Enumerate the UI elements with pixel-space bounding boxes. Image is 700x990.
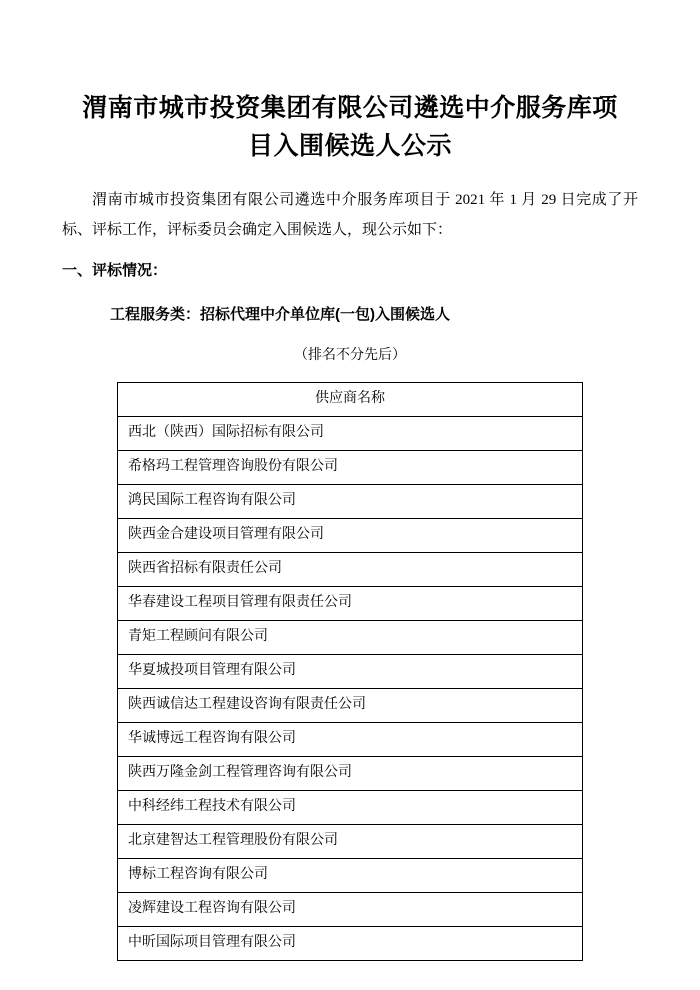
- supplier-name-cell: 华夏城投项目管理有限公司: [118, 654, 583, 688]
- supplier-name-cell: 华诚博远工程咨询有限公司: [118, 722, 583, 756]
- table-head: [118, 382, 583, 416]
- supplier-name-cell: 华春建设工程项目管理有限责任公司: [118, 586, 583, 620]
- table-row: [118, 722, 583, 756]
- section-heading-evaluation: 一、评标情况：: [62, 262, 168, 279]
- intro-paragraph: 渭南市城市投资集团有限公司遴选中介服务库项目于 2021 年 1 月 29 日完成了开标、评标工作，评标委员会确定入围候选人，现公示如下：: [62, 192, 638, 238]
- page-title: 渭南市城市投资集团有限公司遴选中介服务库项目入围候选人公示: [82, 94, 618, 160]
- table-header-row: [118, 382, 583, 416]
- table-row: [118, 688, 583, 722]
- column-header-supplier-name: 供应商名称: [118, 382, 583, 416]
- supplier-name-cell: 陕西诚信达工程建设咨询有限责任公司: [118, 688, 583, 722]
- ranking-note: （排名不分先后）: [294, 348, 406, 363]
- table-row: [118, 484, 583, 518]
- table-row: [118, 824, 583, 858]
- supplier-name-cell: 中昕国际项目管理有限公司: [118, 926, 583, 960]
- sub-heading-package-one: 工程服务类：招标代理中介单位库(一包)入围候选人: [110, 305, 450, 323]
- table-row: [118, 654, 583, 688]
- table-row: [118, 858, 583, 892]
- table-row: [118, 926, 583, 960]
- supplier-name-cell: 青矩工程顾问有限公司: [118, 620, 583, 654]
- supplier-name-cell: 凌辉建设工程咨询有限公司: [118, 892, 583, 926]
- supplier-name-cell: 陕西金合建设项目管理有限公司: [118, 518, 583, 552]
- candidates-table: [117, 382, 583, 961]
- supplier-name-cell: 西北（陕西）国际招标有限公司: [118, 416, 583, 450]
- table-row: [118, 450, 583, 484]
- supplier-name-cell: 鸿民国际工程咨询有限公司: [118, 484, 583, 518]
- table-row: [118, 892, 583, 926]
- table-row: [118, 790, 583, 824]
- table-row: [118, 552, 583, 586]
- supplier-name-cell: 北京建智达工程管理股份有限公司: [118, 824, 583, 858]
- table-row: [118, 518, 583, 552]
- supplier-name-cell: 陕西省招标有限责任公司: [118, 552, 583, 586]
- table-row: [118, 620, 583, 654]
- table-row: [118, 416, 583, 450]
- supplier-name-cell: 博标工程咨询有限公司: [118, 858, 583, 892]
- table-row: [118, 756, 583, 790]
- table-body: [118, 416, 583, 960]
- supplier-name-cell: 陕西万隆金剑工程管理咨询有限公司: [118, 756, 583, 790]
- supplier-name-cell: 希格玛工程管理咨询股份有限公司: [118, 450, 583, 484]
- table-row: [118, 586, 583, 620]
- supplier-name-cell: 中科经纬工程技术有限公司: [118, 790, 583, 824]
